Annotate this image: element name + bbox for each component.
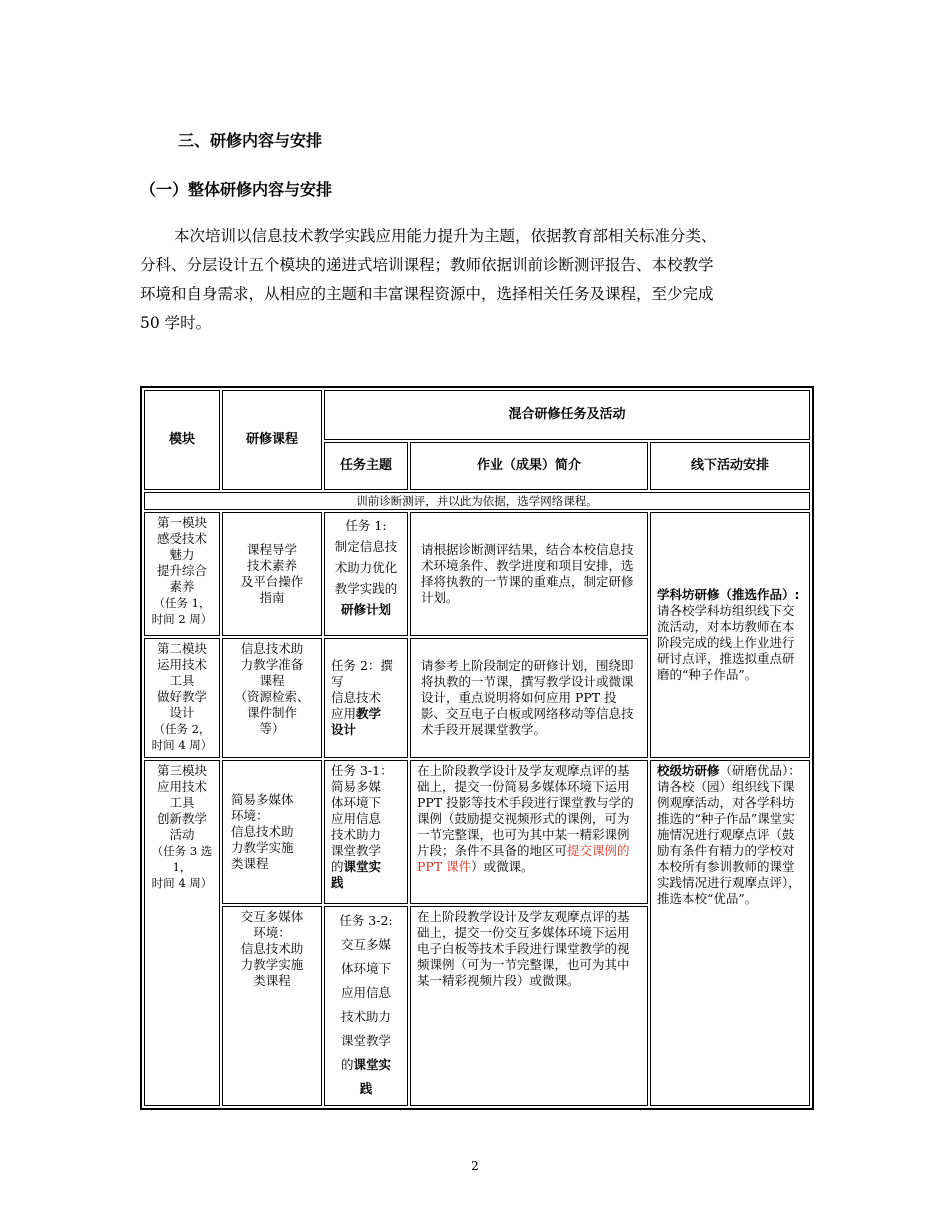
section-heading: 三、研修内容与安排 bbox=[178, 131, 323, 150]
header-task: 任务主题 bbox=[324, 442, 408, 490]
header-offline: 线下活动安排 bbox=[650, 442, 810, 490]
header-module: 模块 bbox=[144, 390, 220, 490]
module-2-course: 信息技术助 力教学准备 课程 （资源检索、 课件制作 等） bbox=[222, 638, 322, 758]
task-bold: 课堂实 践 bbox=[353, 1057, 392, 1096]
module-3b-task bbox=[324, 906, 408, 1106]
module-1-course: 课程导学 技术素养 及平台操作 指南 bbox=[222, 512, 322, 636]
homework-highlight: 提交课例的 PPT 课件 bbox=[417, 843, 630, 874]
module-1-name: 第一模块 感受技术 魅力 提升综合 素养 bbox=[156, 515, 207, 594]
module-3a-task bbox=[324, 760, 408, 904]
module-2-meta: （任务 2， 时间 4 周） bbox=[151, 722, 213, 752]
module-3a-homework bbox=[410, 760, 648, 904]
paragraph-line: 本次培训以信息技术教学实践应用能力提升为主题，依据教育部相关标准分类、 bbox=[174, 227, 717, 245]
task-text: 任务 3-2: 交互多媒 体环境下 应用信息 技术助力 课堂教学 的 bbox=[339, 913, 393, 1072]
offline-text: （研磨优品）：请各校（园）组织线下课例观摩活动，对各学科坊推选的“种子作品”课堂实施情况进行观摩点评（鼓励有条件有精力的学校对本校所有参训教师的课堂实践情况进行观摩点评），推选本校“优品”。 bbox=[657, 763, 801, 906]
subsection-heading: （一）整体研修内容与安排 bbox=[140, 180, 333, 199]
module-1-homework: 请根据诊断测评结果，结合本校信息技术环境条件、教学进度和项目安排，选择将执教的一节课的重难点，制定研修计划。 bbox=[410, 512, 648, 636]
intro-paragraph bbox=[140, 222, 830, 338]
training-plan-table bbox=[140, 386, 814, 1110]
module-3a-course: 简易多媒体 环境： 信息技术助 力教学实施 类课程 bbox=[222, 760, 322, 904]
module-3-cell bbox=[144, 760, 220, 1106]
paragraph-line: 分科、分层设计五个模块的递进式培训课程；教师依据训前诊断测评报告、本校教学 bbox=[140, 256, 714, 274]
task-text: 任务 3-1： 简易多媒 体环境下 应用信息 技术助力 课堂教学 的 bbox=[331, 763, 393, 874]
module-1-cell bbox=[144, 512, 220, 636]
header-homework: 作业（成果）简介 bbox=[410, 442, 648, 490]
task-bold: 教学 设计 bbox=[331, 706, 382, 737]
intro-row: 训前诊断测评，并以此为依据，选学网络课程。 bbox=[144, 492, 810, 510]
offline-bold: 学科坊研修（推选作品）: bbox=[657, 587, 800, 602]
task-text: 任务 1: 制定信息技 术助力优化 教学实践的 bbox=[334, 518, 398, 596]
offline-text: 请各校学科坊组织线下交流活动，对本坊教师在本阶段完成的线上作业进行研讨点评，推选拟重点研磨的“种子作品”。 bbox=[657, 603, 795, 682]
task-text: 任务 2：撰 写 信息技术 应用 bbox=[331, 658, 393, 721]
homework-text: 在上阶段教学设计及学友观摩点评的基础上，提交一份简易多媒体环境下运用 PPT 投影等技术手段进行课堂教与学的课例（鼓励提交视频形式的课例，可为一节完整课，也可为其中某一精彩课例片段；条件不具备的地区可 bbox=[417, 763, 634, 858]
paragraph-line: 50 学时。 bbox=[140, 314, 212, 332]
module-2-name: 第二模块 运用技术 工具 做好教学 设计 bbox=[156, 641, 207, 720]
offline-bold: 校级坊研修 bbox=[657, 763, 720, 778]
task-bold: 研修计划 bbox=[340, 602, 391, 617]
module-3b-homework: 在上阶段教学设计及学友观摩点评的基础上，提交一份交互多媒体环境下运用电子白板等技术手段进行课堂教学的视频课例（可为一节完整课，也可为其中某一精彩视频片段）或微课。 bbox=[410, 906, 648, 1106]
paragraph-line: 环境和自身需求，从相应的主题和丰富课程资源中，选择相关任务及课程，至少完成 bbox=[140, 285, 714, 303]
header-course: 研修课程 bbox=[222, 390, 322, 490]
module-3-meta: （任务 3 选 1， 时间 4 周） bbox=[151, 844, 213, 890]
module-2-task bbox=[324, 638, 408, 758]
module-1-meta: （任务 1， 时间 2 周） bbox=[151, 596, 213, 626]
module-3b-course: 交互多媒体 环境： 信息技术助 力教学实施 类课程 bbox=[222, 906, 322, 1106]
module-1-task bbox=[324, 512, 408, 636]
page-number: 2 bbox=[471, 1159, 479, 1173]
offline-activity-2 bbox=[650, 760, 810, 1106]
module-2-homework: 请参考上阶段制定的研修计划，围绕即将执教的一节课，撰写教学设计或微课设计，重点说明将如何应用 PPT 投影、交互电子白板或网络移动等信息技术手段开展课堂教学。 bbox=[410, 638, 648, 758]
module-2-cell bbox=[144, 638, 220, 758]
header-group: 混合研修任务及活动 bbox=[324, 390, 810, 440]
task-bold: 课堂实 践 bbox=[331, 859, 382, 890]
offline-activity-1 bbox=[650, 512, 810, 758]
module-3-name: 第三模块 应用技术 工具 创新教学 活动 bbox=[156, 763, 207, 842]
homework-tail: ）或微课。 bbox=[471, 859, 534, 874]
